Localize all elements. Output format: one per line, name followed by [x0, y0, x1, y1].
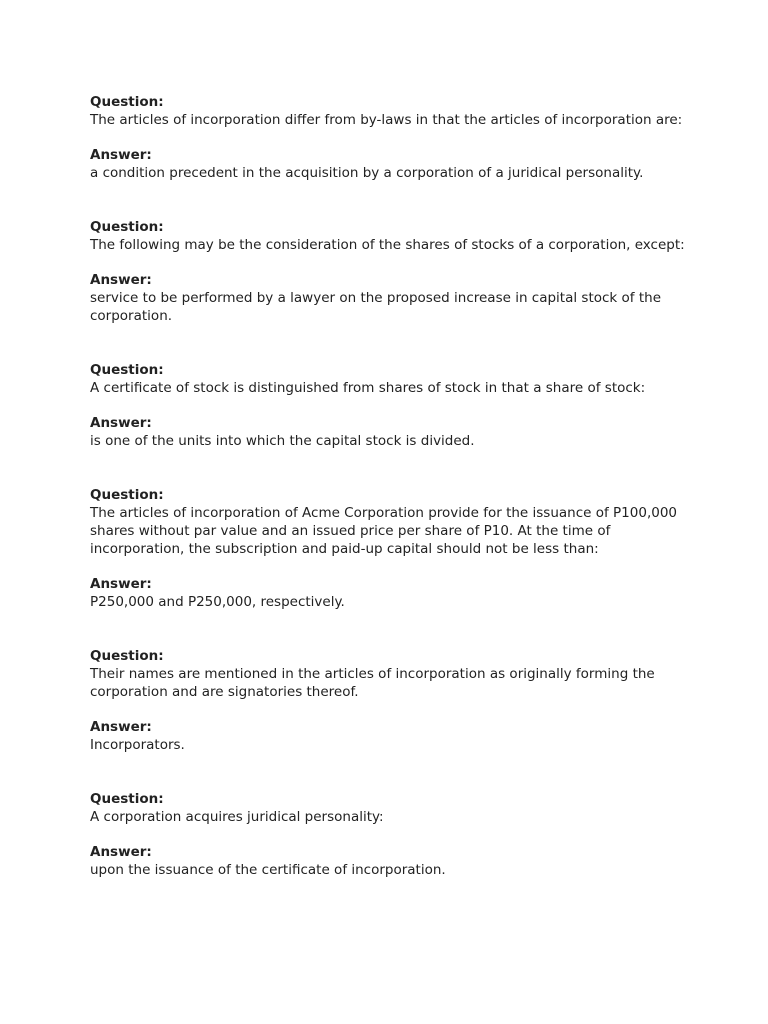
answer-label: Answer:	[90, 719, 152, 735]
answer-text: Incorporators.	[90, 737, 185, 753]
question-text: The following may be the consideration of the shares of stocks of a corporation, except:	[90, 237, 685, 253]
question-text: The articles of incorporation differ from by-laws in that the articles of incorporation are:	[90, 112, 683, 128]
question-label: Question:	[90, 362, 164, 378]
answer-label: Answer:	[90, 147, 152, 163]
answer-label: Answer:	[90, 415, 152, 431]
question-text: A certificate of stock is distinguished from shares of stock in that a share of stock:	[90, 380, 646, 396]
question-label: Question:	[90, 487, 164, 503]
qa-item	[90, 790, 690, 879]
qa-item	[90, 361, 690, 450]
question-label: Question:	[90, 94, 164, 110]
answer-text: upon the issuance of the certificate of incorporation.	[90, 862, 446, 878]
document-page	[90, 93, 690, 915]
qa-item	[90, 486, 690, 611]
question-label: Question:	[90, 791, 164, 807]
answer-text: a condition precedent in the acquisition by a corporation of a juridical personality.	[90, 165, 644, 181]
question-text: A corporation acquires juridical personality:	[90, 809, 384, 825]
answer-label: Answer:	[90, 844, 152, 860]
qa-item	[90, 647, 690, 754]
question-text: Their names are mentioned in the articles of incorporation as originally forming the corporation and are signatories thereof.	[90, 666, 655, 700]
answer-text: service to be performed by a lawyer on the proposed increase in capital stock of the corporation.	[90, 290, 661, 324]
qa-item	[90, 93, 690, 182]
question-label: Question:	[90, 219, 164, 235]
qa-item	[90, 218, 690, 325]
answer-label: Answer:	[90, 272, 152, 288]
answer-text: P250,000 and P250,000, respectively.	[90, 594, 345, 610]
question-label: Question:	[90, 648, 164, 664]
answer-label: Answer:	[90, 576, 152, 592]
question-text: The articles of incorporation of Acme Corporation provide for the issuance of P100,000 shares without par value and an issued price per share of P10. At the time of incorporation, the subscription and paid-up capital should not be less than:	[90, 505, 678, 557]
answer-text: is one of the units into which the capital stock is divided.	[90, 433, 475, 449]
